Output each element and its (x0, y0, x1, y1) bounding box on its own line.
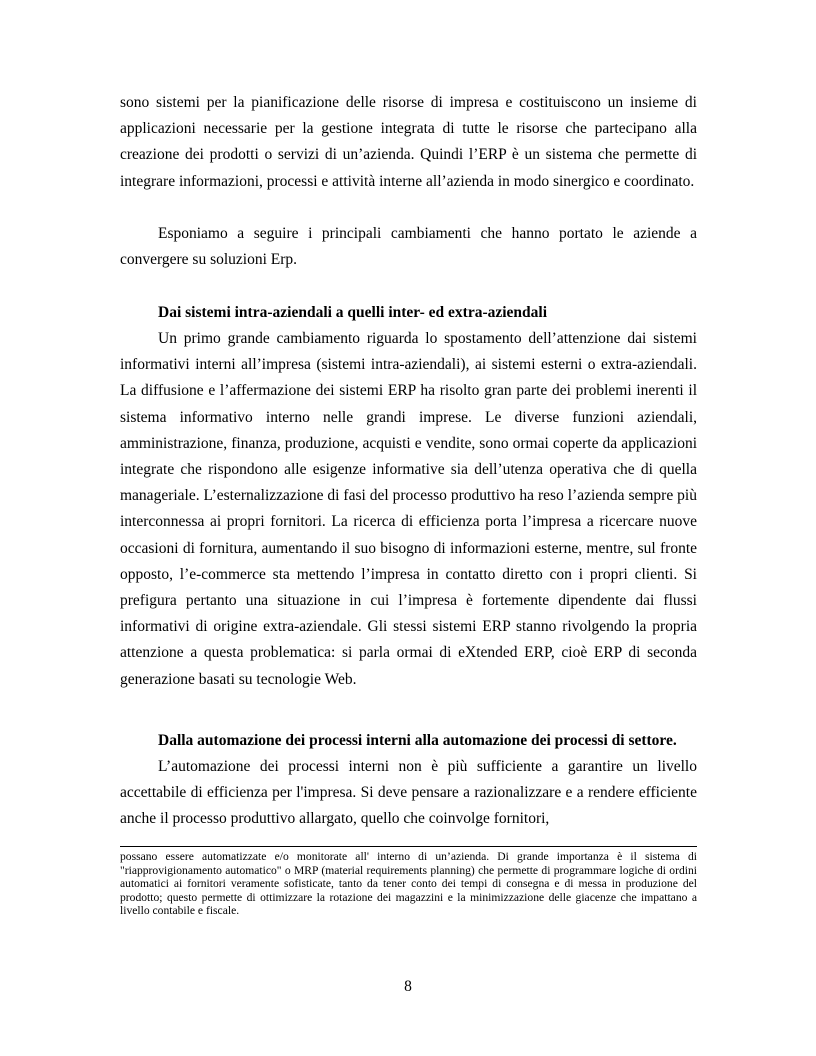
paragraph-changes-intro: Esponiamo a seguire i principali cambiamenti che hanno portato le aziende a convergere su soluzioni Erp. (120, 225, 697, 269)
footnote-text: possano essere automatizzate e/o monitorate all' interno di un’azienda. Di grande importanza è il sistema di "riapprovigionamento automatico" o MRP (material requirements planning) che permette di programmare logiche di ordini automatici ai fornitori veramente sofisticate, tanto da tener conto dei tempi di consegna e di messa in produzione del prodotto; questo permette di ottimizzare la rotazione dei magazzini e la minimizzazione delle giacenze che impattano a livello contabile e fiscale. (120, 850, 697, 918)
paragraph-automation: L’automazione dei processi interni non è più sufficiente a garantire un livello accettabile di efficienza per l'impresa. Si deve pensare a razionalizzare e a rendere efficiente anche il processo produttivo allargato, quello che coinvolge fornitori, (120, 758, 697, 828)
paragraph-intra-extra: Un primo grande cambiamento riguarda lo spostamento dell’attenzione dai sistemi informativi interni all’impresa (sistemi intra-aziendali), ai sistemi esterni o extra-aziendali. La diffusione e l’affermazione dei sistemi ERP ha risolto gran parte dei problemi inerenti il sistema informativo interno nelle grandi imprese. Le diverse funzioni aziendali, amministrazione, finanza, produzione, acquisti e vendite, sono ormai coperte da applicazioni integrate che rispondono alle esigenze informative sia dell’utenza operativa che di quella manageriale. L’esternalizzazione di fasi del processo produttivo ha reso l’azienda sempre più interconnessa ai propri fornitori. La ricerca di efficienza porta l’impresa a ricercare nuove occasioni di fornitura, aumentando il suo bisogno di informazioni esterne, mentre, sul fronte opposto, l’e-commerce sta mettendo l’impresa in contatto diretto con i propri clienti. Si prefigura pertanto una situazione in cui l’impresa è fortemente dipendente dai flussi informativi di origine extra-aziendale. Gli stessi sistemi ERP stanno rivolgendo la propria attenzione a questa problematica: si parla ormai di eXtended ERP, cioè ERP di seconda generazione basati su tecnologie Web. (120, 330, 697, 688)
section-heading-automation: Dalla automazione dei processi interni alla automazione dei processi di settore. (158, 732, 677, 749)
paragraph-erp-definition: sono sistemi per la pianificazione delle risorse di impresa e costituiscono un insieme di applicazioni necessarie per la gestione integrata di tutte le risorse che partecipano alla creazione dei prodotti o servizi di un’azienda. Quindi l’ERP è un sistema che permette di integrare informazioni, processi e attività interne all’azienda in modo sinergico e coordinato. (120, 94, 697, 190)
section-heading-intra-extra: Dai sistemi intra-aziendali a quelli inter- ed extra-aziendali (158, 304, 548, 321)
footnote-separator (120, 846, 697, 847)
page-number: 8 (404, 978, 412, 995)
